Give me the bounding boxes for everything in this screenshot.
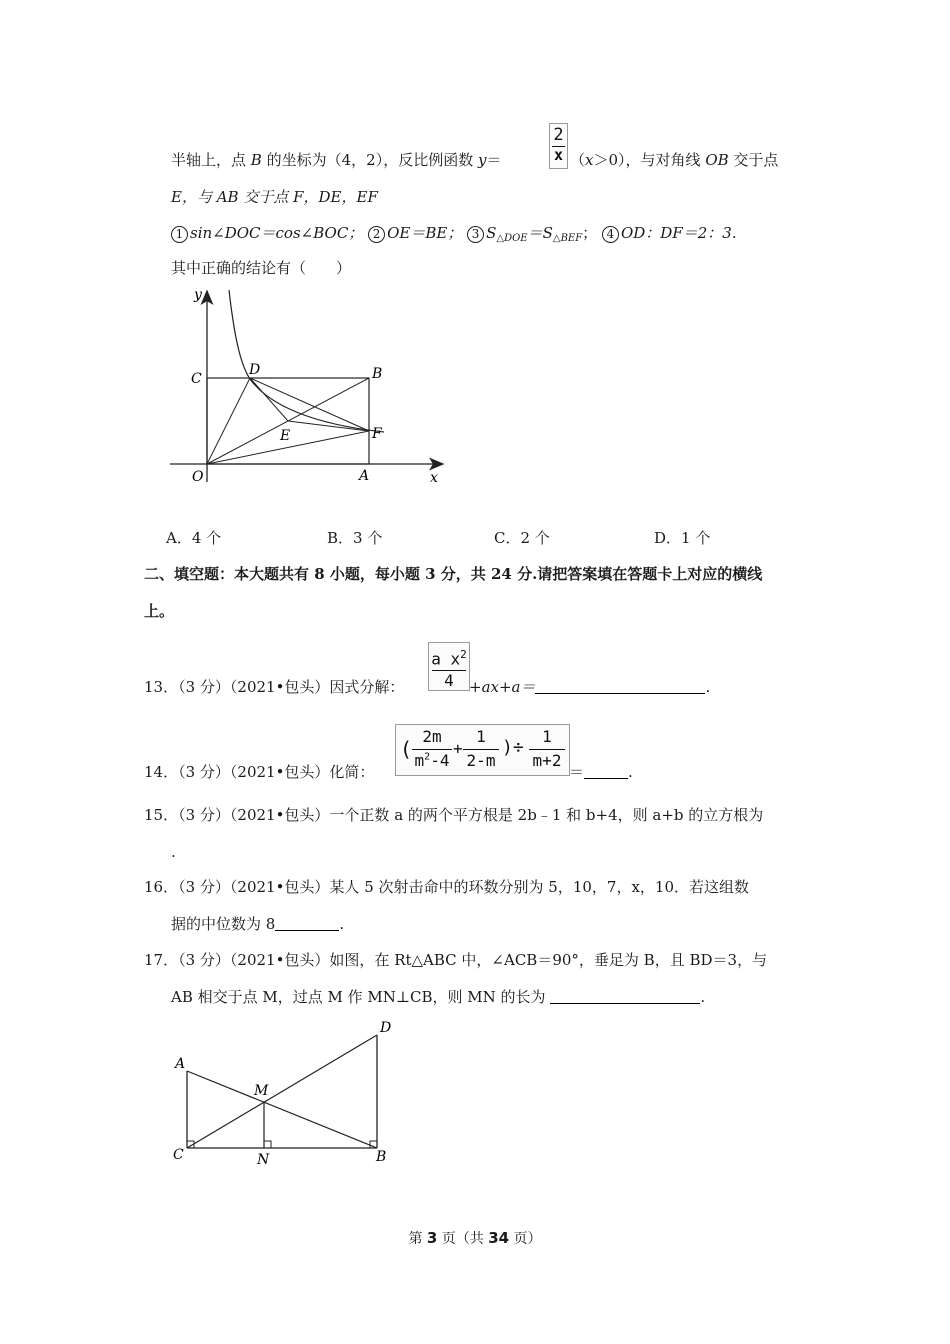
- fraction-denominator: m+2: [532, 751, 562, 770]
- label-O: O: [192, 469, 204, 485]
- exponent: 2: [460, 648, 467, 661]
- q16-line2: [171, 914, 344, 934]
- q12-text: 半轴上，点: [171, 151, 247, 169]
- q12-statements: [171, 223, 737, 249]
- q14-tail: [569, 762, 633, 782]
- fraction-1: [412, 725, 452, 775]
- segment-DE: [250, 378, 288, 421]
- circled-number: 3: [467, 226, 484, 243]
- q17-text: .: [700, 988, 706, 1006]
- q12-figure: [160, 282, 460, 492]
- q13-fraction: [428, 642, 470, 691]
- q12-text: OB: [705, 151, 729, 169]
- denominator-text: -4: [430, 751, 450, 770]
- label-E: E: [280, 428, 291, 444]
- label-D: D: [249, 362, 261, 378]
- fraction-denominator: x: [553, 146, 564, 164]
- q13-text: .: [705, 678, 711, 696]
- plus: +: [453, 739, 463, 758]
- fraction-numerator: [429, 648, 469, 668]
- q12-text: ＝: [486, 151, 502, 169]
- q12-text: y: [477, 151, 487, 169]
- page-total: 34: [488, 1229, 510, 1247]
- segment-OD: [207, 378, 250, 464]
- fraction-2: [463, 725, 499, 775]
- q12-function-fraction: [549, 123, 568, 169]
- answer-blank[interactable]: [535, 679, 705, 694]
- q14-prefix: 14．（3 分）（2021•包头）化简：: [144, 763, 375, 781]
- fraction-denominator: 4: [444, 671, 454, 690]
- page-footer: [0, 1228, 950, 1248]
- statement-1: sin∠DOC＝cos∠BOC；: [190, 224, 364, 242]
- statement-2: OE＝BE；: [387, 224, 463, 242]
- label-M: M: [254, 1083, 269, 1099]
- label-A: A: [359, 468, 370, 484]
- q12-text: ＞0），与对角线: [593, 151, 701, 169]
- statement-4: OD：DF＝2：3.: [620, 224, 737, 242]
- right-angle-N: [264, 1141, 271, 1148]
- close-divide: )÷: [502, 737, 524, 758]
- label-C: C: [173, 1147, 184, 1163]
- choice-d: D．1 个: [654, 529, 711, 547]
- subscript: △DOE: [496, 233, 528, 244]
- label-F: F: [372, 426, 382, 442]
- fraction-numerator: 1: [542, 727, 552, 746]
- q12-text: 交于点: [733, 151, 779, 169]
- section-heading-line1: 二、填空题：本大题共有 8 小题，每小题 3 分，共 24 分.请把答案填在答题卡上对应的横线: [144, 565, 763, 583]
- statement-3: ；: [582, 224, 598, 242]
- q12-text: 的坐标为（4，2），反比例函数: [266, 151, 474, 169]
- choice-b: B．3 个: [327, 529, 383, 547]
- q12-line2: E，与 AB 交于点 F，DE，EF: [171, 188, 378, 206]
- q14-text: ＝: [569, 763, 585, 781]
- q12-question: 其中正确的结论有（ ）: [171, 259, 352, 277]
- q12-text: B: [250, 151, 262, 169]
- label-x: x: [430, 470, 438, 486]
- q16-line1: 16．（3 分）（2021•包头）某人 5 次射击命中的环数分别为 5，10，7，x，10．若这组数: [144, 878, 749, 896]
- label-B: B: [372, 366, 383, 382]
- circled-number: 2: [368, 226, 385, 243]
- q16-text: .: [339, 915, 345, 933]
- denominator-text: m: [414, 751, 425, 770]
- paren: (: [400, 737, 413, 761]
- circled-number: 1: [171, 226, 188, 243]
- q17-line1: 17．（3 分）（2021•包头）如图，在 Rt△ABC 中，∠ACB＝90°，垂足为 B，且 BD＝3，与: [144, 951, 768, 969]
- page-number: 3: [426, 1229, 438, 1247]
- q15-line2: .: [171, 843, 176, 861]
- segment-CD: [187, 1035, 377, 1148]
- q12-text: （: [570, 151, 586, 169]
- fraction-denominator: 2-m: [466, 751, 496, 770]
- exponent: 2: [424, 751, 431, 763]
- section-heading-line2: 上。: [144, 602, 175, 620]
- choice-a: A．4 个: [166, 529, 222, 547]
- footer-text: 第: [408, 1231, 427, 1247]
- answer-blank[interactable]: [275, 916, 339, 931]
- label-y: y: [194, 287, 202, 303]
- q13-prefix: 13．（3 分）（2021•包头）因式分解：: [144, 678, 405, 696]
- subscript: △BEF: [552, 233, 583, 244]
- answer-blank[interactable]: [550, 989, 700, 1004]
- answer-blank[interactable]: [584, 764, 628, 779]
- label-N: N: [257, 1152, 270, 1168]
- numerator-text: a x: [431, 649, 461, 669]
- segment-AB: [187, 1071, 377, 1148]
- q16-text: 据的中位数为 8: [171, 915, 276, 933]
- choice-c: C．2 个: [494, 529, 550, 547]
- footer-text: 页（共: [437, 1231, 489, 1247]
- fraction-denominator: [412, 751, 452, 770]
- q14-text: .: [628, 763, 633, 781]
- statement-3: ＝S: [527, 224, 553, 242]
- fraction-3: [529, 725, 565, 775]
- segment-DF: [250, 378, 369, 431]
- q17-text: AB 相交于点 M，过点 M 作 MN⊥CB，则 MN 的长为: [171, 988, 546, 1006]
- statement-3: S: [486, 224, 497, 242]
- q12-text: x: [585, 151, 594, 169]
- label-D: D: [380, 1020, 392, 1036]
- footer-text: 页）: [509, 1231, 542, 1247]
- q15-line1: 15．（3 分）（2021•包头）一个正数 a 的两个平方根是 2b﹣1 和 b+4，则 a+b 的立方根为: [144, 806, 764, 824]
- label-A: A: [175, 1056, 186, 1072]
- label-B: B: [376, 1149, 387, 1165]
- q14-expression: [395, 724, 570, 776]
- q13-tail: [469, 677, 710, 697]
- fraction-numerator: 1: [476, 727, 486, 746]
- q13-text: +ax+a＝: [469, 678, 536, 696]
- circled-number: 4: [602, 226, 619, 243]
- fraction-numerator: 2m: [422, 727, 442, 746]
- label-C: C: [191, 371, 202, 387]
- q17-line2: [171, 987, 705, 1007]
- q12-line1-tail: [570, 150, 778, 170]
- fraction-numerator: 2: [553, 125, 564, 145]
- q12-line1: [171, 150, 501, 170]
- q17-figure: [165, 1015, 400, 1175]
